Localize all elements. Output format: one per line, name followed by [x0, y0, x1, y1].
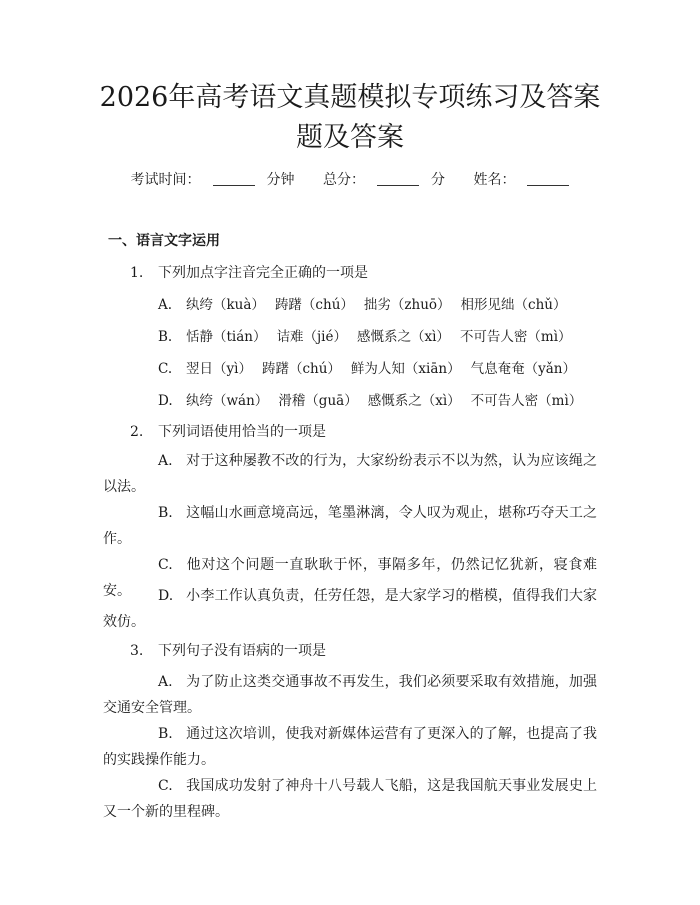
q3-option-b: [103, 721, 597, 773]
q3-option-a: [103, 669, 597, 721]
option-item: 不可告人密（mì）: [470, 393, 583, 409]
option-item: 纨绔（kuà）: [186, 297, 265, 313]
question-number: 3.: [130, 643, 144, 659]
time-field: [125, 172, 301, 188]
name-field: [467, 172, 575, 188]
option-label: C.: [158, 557, 173, 573]
score-unit: 分: [431, 172, 445, 188]
q1-option-c: [158, 357, 586, 377]
option-label: D.: [158, 588, 174, 604]
q2-option-b: [103, 500, 597, 552]
question-stem: 下列句子没有语病的一项是: [158, 643, 326, 659]
option-item: 相形见绌（chǔ）: [460, 297, 567, 313]
question-stem: 下列词语使用恰当的一项是: [158, 424, 326, 440]
question-2: [130, 421, 326, 441]
option-item: 翌日（yì）: [186, 361, 252, 377]
question-number: 1.: [130, 265, 144, 281]
q3-option-c: [103, 773, 597, 825]
q2-option-a: [103, 448, 597, 500]
exam-meta: [0, 170, 700, 190]
option-item: 纨绔（wán）: [186, 393, 269, 409]
time-unit: 分钟: [266, 172, 295, 188]
option-text: 通过这次培训，使我对新媒体运营有了更深入的了解，也提高了我的实践操作能力。: [103, 726, 597, 768]
question-number: 2.: [130, 424, 144, 440]
name-blank: [527, 171, 569, 186]
q2-option-d: [103, 583, 597, 635]
option-label: B.: [158, 329, 173, 345]
question-1: [130, 262, 368, 282]
option-item: 恬静（tián）: [186, 329, 267, 345]
option-text: 他对这个问题一直耿耿于怀，事隔多年，仍然记忆犹新，寝食难安。: [103, 557, 597, 599]
option-item: 踌躇（chú）: [274, 297, 354, 313]
option-item: 感慨系之（xì）: [367, 393, 461, 409]
time-label: 考试时间：: [130, 172, 201, 188]
option-item: 感慨系之（xì）: [357, 329, 450, 345]
question-stem: 下列加点字注音完全正确的一项是: [158, 265, 368, 281]
question-3: [130, 640, 326, 660]
option-text: 小李工作认真负责，任劳任怨，是大家学习的楷模，值得我们大家效仿。: [103, 588, 597, 630]
option-item: 诘难（jié）: [276, 329, 347, 345]
option-item: 气息奄奄（yǎn）: [470, 361, 576, 377]
q1-option-d: [158, 389, 592, 409]
section-number: 一、: [108, 233, 136, 249]
option-item: 滑稽（guā）: [278, 393, 358, 409]
option-label: A.: [158, 674, 173, 690]
score-label: 总分：: [323, 172, 365, 188]
option-label: A.: [158, 297, 173, 313]
time-blank: [213, 171, 255, 186]
option-label: C.: [158, 778, 173, 794]
option-label: B.: [158, 505, 173, 521]
page-title: 2026年高考语文真题模拟专项练习及答案题及答案: [99, 82, 601, 153]
q1-option-b: [158, 325, 582, 345]
option-item: 不可告人密（mì）: [459, 329, 572, 345]
option-text: 为了防止这类交通事故不再发生，我们必须要采取有效措施，加强交通安全管理。: [103, 674, 597, 716]
option-item: 拙劣（zhuō）: [363, 297, 451, 313]
score-blank: [377, 171, 419, 186]
option-label: B.: [158, 726, 173, 742]
section-heading: [108, 230, 220, 250]
name-label: 姓名：: [473, 172, 516, 188]
option-text: 对于这种屡教不改的行为，大家纷纷表示不以为然，认为应该绳之以法。: [103, 453, 597, 495]
section-title: 语言文字运用: [136, 233, 220, 249]
option-item: 踌躇（chú）: [261, 361, 341, 377]
option-label: A.: [158, 453, 173, 469]
option-text: 我国成功发射了神舟十八号载人飞船，这是我国航天事业发展史上又一个新的里程碑。: [103, 778, 597, 820]
option-label: D.: [158, 393, 173, 409]
option-item: 鲜为人知（xiān）: [350, 361, 461, 377]
q1-option-a: [158, 293, 576, 313]
option-text: 这幅山水画意境高远，笔墨淋漓，令人叹为观止，堪称巧夺天工之作。: [103, 505, 597, 547]
option-label: C.: [158, 361, 173, 377]
score-field: [317, 172, 451, 188]
